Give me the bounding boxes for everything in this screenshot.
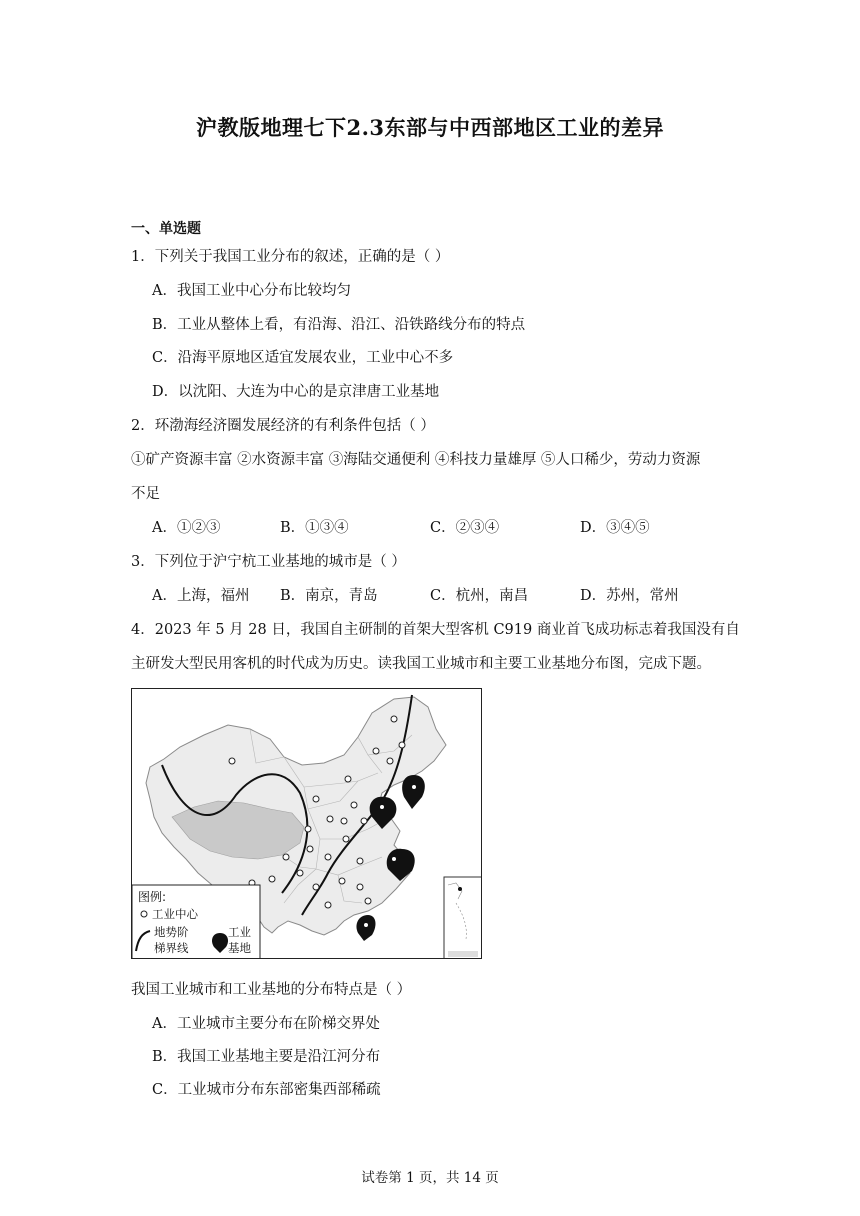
legend-city-symbol [141,911,147,917]
legend-line-label-2: 梯界线 [154,941,189,955]
q3-stem: 3．下列位于沪宁杭工业基地的城市是（ ） [131,554,406,570]
q4-sub-stem: 我国工业城市和工业基地的分布特点是（ ） [131,982,412,998]
q3-option-b[interactable]: B．南京，青岛 [280,588,378,604]
q2-conditions-cont: 不足 [131,486,160,502]
legend-base-label-2: 基地 [228,941,251,955]
q1-option-b[interactable]: B．工业从整体上看，有沿海、沿江、沿铁路线分布的特点 [152,317,526,333]
page-footer: 试卷第 1 页，共 14 页 [361,1170,499,1186]
industry-map [131,688,482,959]
section-heading: 一、单选题 [131,221,201,237]
q2-option-d[interactable]: D．③④⑤ [580,520,650,536]
q3-option-d[interactable]: D．苏州，常州 [580,588,679,604]
q2-conditions: ①矿产资源丰富 ②水资源丰富 ③海陆交通便利 ④科技力量雄厚 ⑤人口稀少，劳动力资源 [131,452,701,468]
q4-stem: 4．2023 年 5 月 28 日，我国自主研制的首架大型客机 C919 商业首飞成功标志着我国没有自 [131,622,740,638]
q1-option-c[interactable]: C．沿海平原地区适宜发展农业，工业中心不多 [152,350,454,366]
q2-option-c[interactable]: C．②③④ [430,520,500,536]
q3-option-a[interactable]: A．上海，福州 [152,588,250,604]
q1-stem: 1．下列关于我国工业分布的叙述，正确的是（ ） [131,249,450,265]
base-zhujiang [356,915,375,941]
q2-option-b[interactable]: B．①③④ [280,520,349,536]
legend-line-label-1: 地势阶 [154,925,189,939]
china-map-figure [132,689,482,959]
q1-option-a[interactable]: A．我国工业中心分布比较均匀 [152,283,351,299]
base-liaozhongnan [402,775,425,809]
q4-option-c[interactable]: C．工业城市分布东部密集西部稀疏 [152,1082,381,1098]
document-title: 沪教版地理七下2.3东部与中西部地区工业的差异 [195,115,665,140]
q4-option-b[interactable]: B．我国工业基地主要是沿江河分布 [152,1049,381,1065]
q4-option-a[interactable]: A．工业城市主要分布在阶梯交界处 [152,1016,380,1032]
south-china-sea-inset [444,877,482,959]
legend-city-label: 工业中心 [152,907,198,921]
q2-option-a[interactable]: A．①②③ [152,520,221,536]
q4-stem-cont: 主研发大型民用客机的时代成为历史。读我国工业城市和主要工业基地分布图，完成下题。 [131,656,711,672]
q1-option-d[interactable]: D．以沈阳、大连为中心的是京津唐工业基地 [152,384,440,400]
q3-option-c[interactable]: C．杭州，南昌 [430,588,529,604]
legend-base-label-1: 工业 [228,925,251,939]
q2-stem: 2．环渤海经济圈发展经济的有利条件包括（ ） [131,418,435,434]
legend-title: 图例: [138,890,167,904]
